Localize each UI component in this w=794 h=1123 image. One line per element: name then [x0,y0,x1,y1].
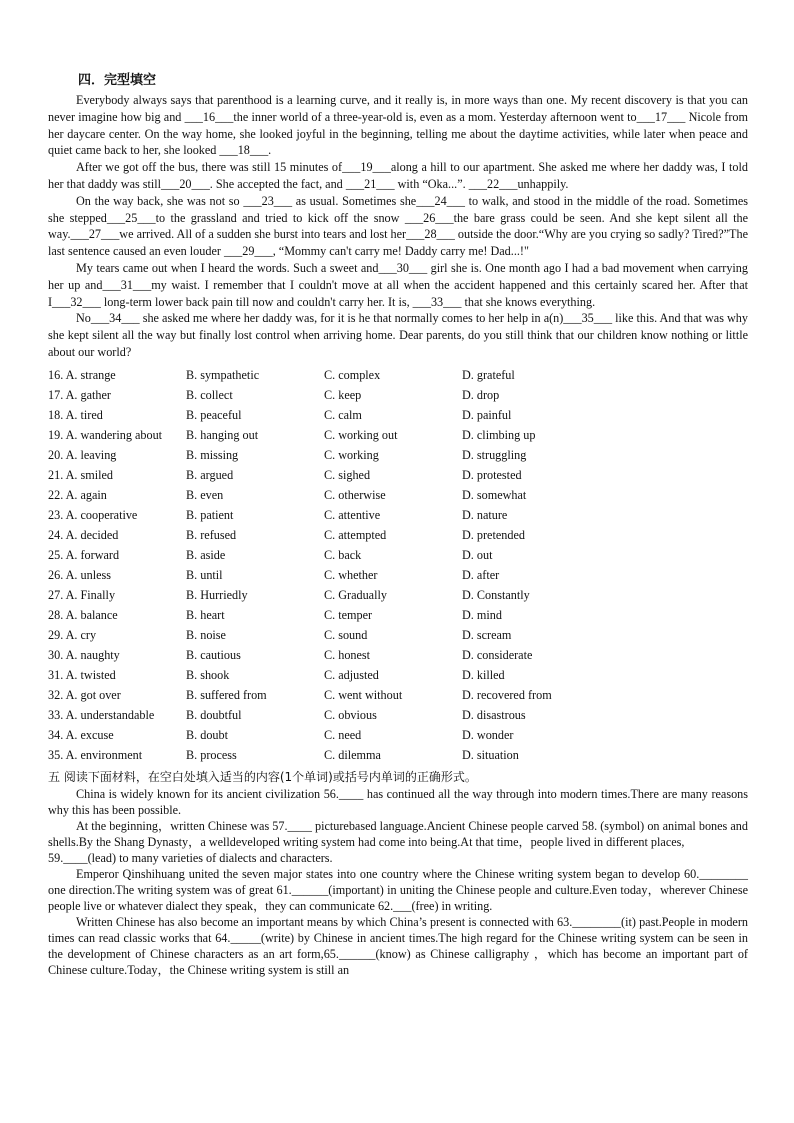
option-d: D. grateful [462,368,515,383]
section-5-heading: 五 阅读下面材料，在空白处填入适当的内容(1个单词)或括号内单词的正确形式。 [48,770,477,785]
option-a: 23. A. cooperative [48,508,138,523]
worksheet-page [48,72,748,978]
option-d: D. struggling [462,448,527,463]
option-a: 27. A. Finally [48,588,116,603]
option-a: 28. A. balance [48,608,118,623]
option-b: B. hanging out [186,428,259,443]
grammar-paragraph-4: Emperor Qinshihuang united the seven major states into one country where the Chinese writing system began to develop 60.________ one direction.The writing system was of great 61.______(important) in uniting the Chinese people and culture.Even today，wherever Chinese people live or whatever dialect they speak，they can communicate 62.___(free) in writing. [48,867,748,914]
option-row-16 [48,365,582,385]
option-d: D. painful [462,408,512,423]
option-b: B. cautious [186,648,241,663]
option-b: B. heart [186,608,225,623]
option-b: B. aside [186,548,226,563]
passage-paragraph-4: My tears came out when I heard the words. Such a sweet and___30___ girl she is. One month ago I had a bad movement when carrying her up and___31___my waist. I remember that I couldn't move at all when the accident happened and this certainly scared her. After that I___32___ long-term lower back pain till now and couldn't carry her. It is, ___33___ that she knows everything. [48,260,748,309]
option-row-22 [48,485,582,505]
option-c: C. attentive [324,508,381,523]
option-b: B. even [186,488,224,503]
option-c: C. went without [324,688,403,703]
option-c: C. complex [324,368,381,383]
option-c: C. honest [324,648,371,663]
option-c: C. keep [324,388,362,403]
option-b: B. noise [186,628,226,643]
option-b: B. until [186,568,223,583]
options-table [48,365,582,765]
option-c: C. dilemma [324,748,381,763]
grammar-paragraph-2: At the beginning，written Chinese was 57.____ picturebased language.Ancient Chinese people carved 58. (symbol) on animal bones and shells.By the Shang Dynasty，a welldeveloped writing system had come into being.At that time，people lived in different places, [48,819,748,850]
option-b: B. Hurriedly [186,588,248,603]
option-d: D. disastrous [462,708,526,723]
option-row-25 [48,545,582,565]
option-c: C. sighed [324,468,371,483]
option-a: 21. A. smiled [48,468,114,483]
option-a: 19. A. wandering about [48,428,163,443]
option-row-29 [48,625,582,645]
option-a: 24. A. decided [48,528,119,543]
option-c: C. attempted [324,528,387,543]
option-a: 25. A. forward [48,548,120,563]
option-b: B. argued [186,468,234,483]
passage-paragraph-5: No___34___ she asked me where her daddy was, for it is he that normally comes to her help in a(n)___35___ like this. And that was why she kept silent all the way but finally lost control when arriving home. Dear parents, do you still think that our children know nothing or little about our world? [48,311,748,359]
passage-paragraph-3: On the way back, she was not so ___23___ as usual. Sometimes she___24___ to walk, and stood in the middle of the road. Sometimes she stepped___25___to the grassland and tried to kick off the snow ___26___the bare grass could be seen. And she kept silent all the way.___27___we arrived. All of a sudden she burst into tears and lost her___28___ outside the door.“Why are you crying so sadly? Tired?”The last sentence caused an even louder ___29___, “Mommy can't carry me! Daddy carry me! Dad...!" [48,193,748,259]
option-d: D. out [462,548,493,563]
option-b: B. missing [186,448,239,463]
option-row-24 [48,525,582,545]
grammar-paragraph-1: China is widely known for its ancient civilization 56.____ has continued all the way through into modern times.There are many reasons why this has been possible. [48,787,748,818]
option-b: B. doubtful [186,708,242,723]
option-row-33 [48,705,582,725]
option-row-28 [48,605,582,625]
option-a: 17. A. gather [48,388,111,403]
option-row-20 [48,445,582,465]
option-row-31 [48,665,582,685]
option-c: C. Gradually [324,588,387,603]
passage-paragraph-2: After we got off the bus, there was still 15 minutes of___19___along a hill to our apartment. She asked me where her daddy was, I told her that daddy was still___20___. She accepted the fact, and ___21___ with “Oka...”. ___22___unhappily. [48,160,748,191]
option-a: 20. A. leaving [48,448,117,463]
option-c: C. temper [324,608,373,623]
option-c: C. whether [324,568,378,583]
option-row-34 [48,725,582,745]
option-a: 18. A. tired [48,408,103,423]
option-row-27 [48,585,582,605]
option-a: 16. A. strange [48,368,116,383]
option-d: D. situation [462,748,519,763]
option-d: D. killed [462,668,505,683]
option-b: B. doubt [186,728,228,743]
option-d: D. Constantly [462,588,530,603]
option-c: C. back [324,548,362,563]
passage-paragraph-1: Everybody always says that parenthood is a learning curve, and it really is, in more ways than one. My recent discovery is that you can never imagine how big and ___16___the inner world of a three-year-old is, even as a mom. Yesterday afternoon went to___17___ Nicole from her daycare center. On the way home, she looked joyful in the beginning, telling me about the daytime activities, while later when peace and quiet came back to her, she looked ___18___. [48,93,748,158]
option-c: C. obvious [324,708,377,723]
option-a: 31. A. twisted [48,668,116,683]
option-a: 22. A. again [48,488,107,503]
option-b: B. sympathetic [186,368,260,383]
option-d: D. after [462,568,500,583]
option-d: D. recovered from [462,688,552,703]
option-b: B. collect [186,388,233,403]
option-c: C. sound [324,628,368,643]
option-row-19 [48,425,582,445]
option-c: C. calm [324,408,362,423]
option-a: 32. A. got over [48,688,121,703]
option-c: C. working [324,448,379,463]
option-d: D. somewhat [462,488,527,503]
grammar-paragraph-5: Written Chinese has also become an important means by which China’s present is connected with 63.________(it) past.People in modern times can read classic works that 64._____(write) by Chinese in ancient times.The high regard for the Chinese writing system can be seen in the development of Chinese characters as an art form,65.______(know) as Chinese calligraphy ，which has become an important part of Chinese culture.Today，the Chinese writing system is still an [48,915,748,978]
option-b: B. patient [186,508,234,523]
option-row-35 [48,745,582,765]
option-d: D. scream [462,628,512,643]
option-a: 35. A. environment [48,748,143,763]
option-row-23 [48,505,582,525]
option-row-21 [48,465,582,485]
option-d: D. considerate [462,648,533,663]
option-a: 26. A. unless [48,568,111,583]
grammar-paragraph-3: 59.____(lead) to many varieties of dialects and characters. [48,851,333,866]
option-row-30 [48,645,582,665]
option-d: D. wonder [462,728,514,743]
option-b: B. refused [186,528,237,543]
option-b: B. shook [186,668,230,683]
option-c: C. need [324,728,362,743]
option-a: 33. A. understandable [48,708,155,723]
section-5 [48,768,748,978]
option-row-32 [48,685,582,705]
option-a: 30. A. naughty [48,648,120,663]
option-d: D. mind [462,608,502,623]
option-c: C. otherwise [324,488,386,503]
option-c: C. adjusted [324,668,379,683]
option-d: D. protested [462,468,522,483]
option-b: B. process [186,748,237,763]
option-d: D. nature [462,508,508,523]
option-d: D. pretended [462,528,525,543]
option-b: B. suffered from [186,688,267,703]
option-d: D. climbing up [462,428,536,443]
option-row-26 [48,565,582,585]
section-4-heading: 四．完型填空 [78,73,157,88]
option-d: D. drop [462,388,500,403]
option-row-17 [48,385,582,405]
option-a: 29. A. cry [48,628,97,643]
option-row-18 [48,405,582,425]
option-c: C. working out [324,428,398,443]
option-a: 34. A. excuse [48,728,114,743]
option-b: B. peaceful [186,408,242,423]
